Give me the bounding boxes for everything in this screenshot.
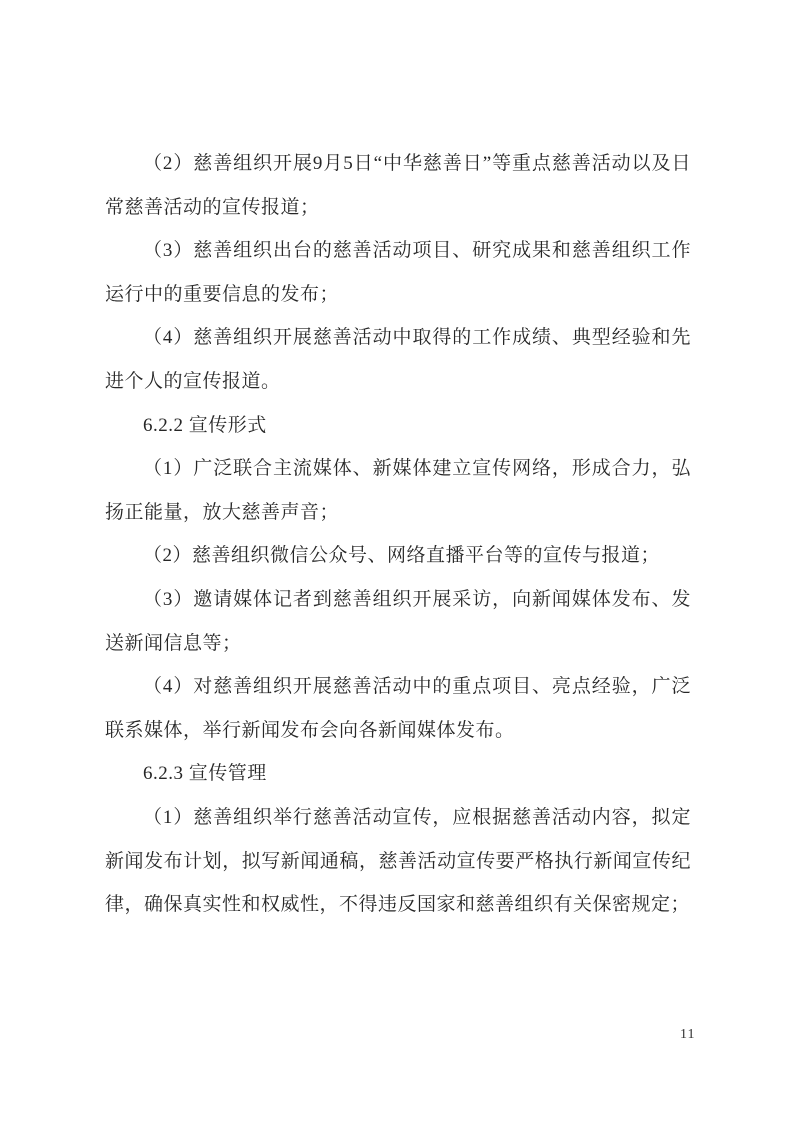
paragraph-management-1: （1）慈善组织举行慈善活动宣传，应根据慈善活动内容，拟定新闻发布计划，拟写新闻通稿，慈善活动宣传要严格执行新闻宣传纪律，确保真实性和权威性，不得违反国家和慈善组织有关保密规定； — [105, 806, 691, 916]
paragraph-form-2: （2）慈善组织微信公众号、网络直播平台等的宣传与报道； — [143, 545, 661, 567]
document-body — [105, 142, 691, 927]
paragraph-form-1: （1）广泛联合主流媒体、新媒体建立宣传网络，形成合力，弘扬正能量，放大慈善声音； — [105, 458, 691, 523]
page-number: 11 — [680, 1027, 696, 1042]
paragraph-item-2: （2）慈善组织开展9月5日“中华慈善日”等重点慈善活动以及日常慈善活动的宣传报道； — [105, 153, 691, 218]
section-heading-6-2-3: 6.2.3 宣传管理 — [143, 763, 267, 785]
paragraph-form-4: （4）对慈善组织开展慈善活动中的重点项目、亮点经验，广泛联系媒体，举行新闻发布会向各新闻媒体发布。 — [105, 676, 691, 741]
section-heading-6-2-2: 6.2.2 宣传形式 — [143, 414, 267, 436]
paragraph-item-3: （3）慈善组织出台的慈善活动项目、研究成果和慈善组织工作运行中的重要信息的发布； — [105, 240, 691, 305]
paragraph-form-3: （3）邀请媒体记者到慈善组织开展采访，向新闻媒体发布、发送新闻信息等； — [105, 588, 691, 654]
paragraph-item-4: （4）慈善组织开展慈善活动中取得的工作成绩、典型经验和先进个人的宣传报道。 — [105, 327, 691, 392]
